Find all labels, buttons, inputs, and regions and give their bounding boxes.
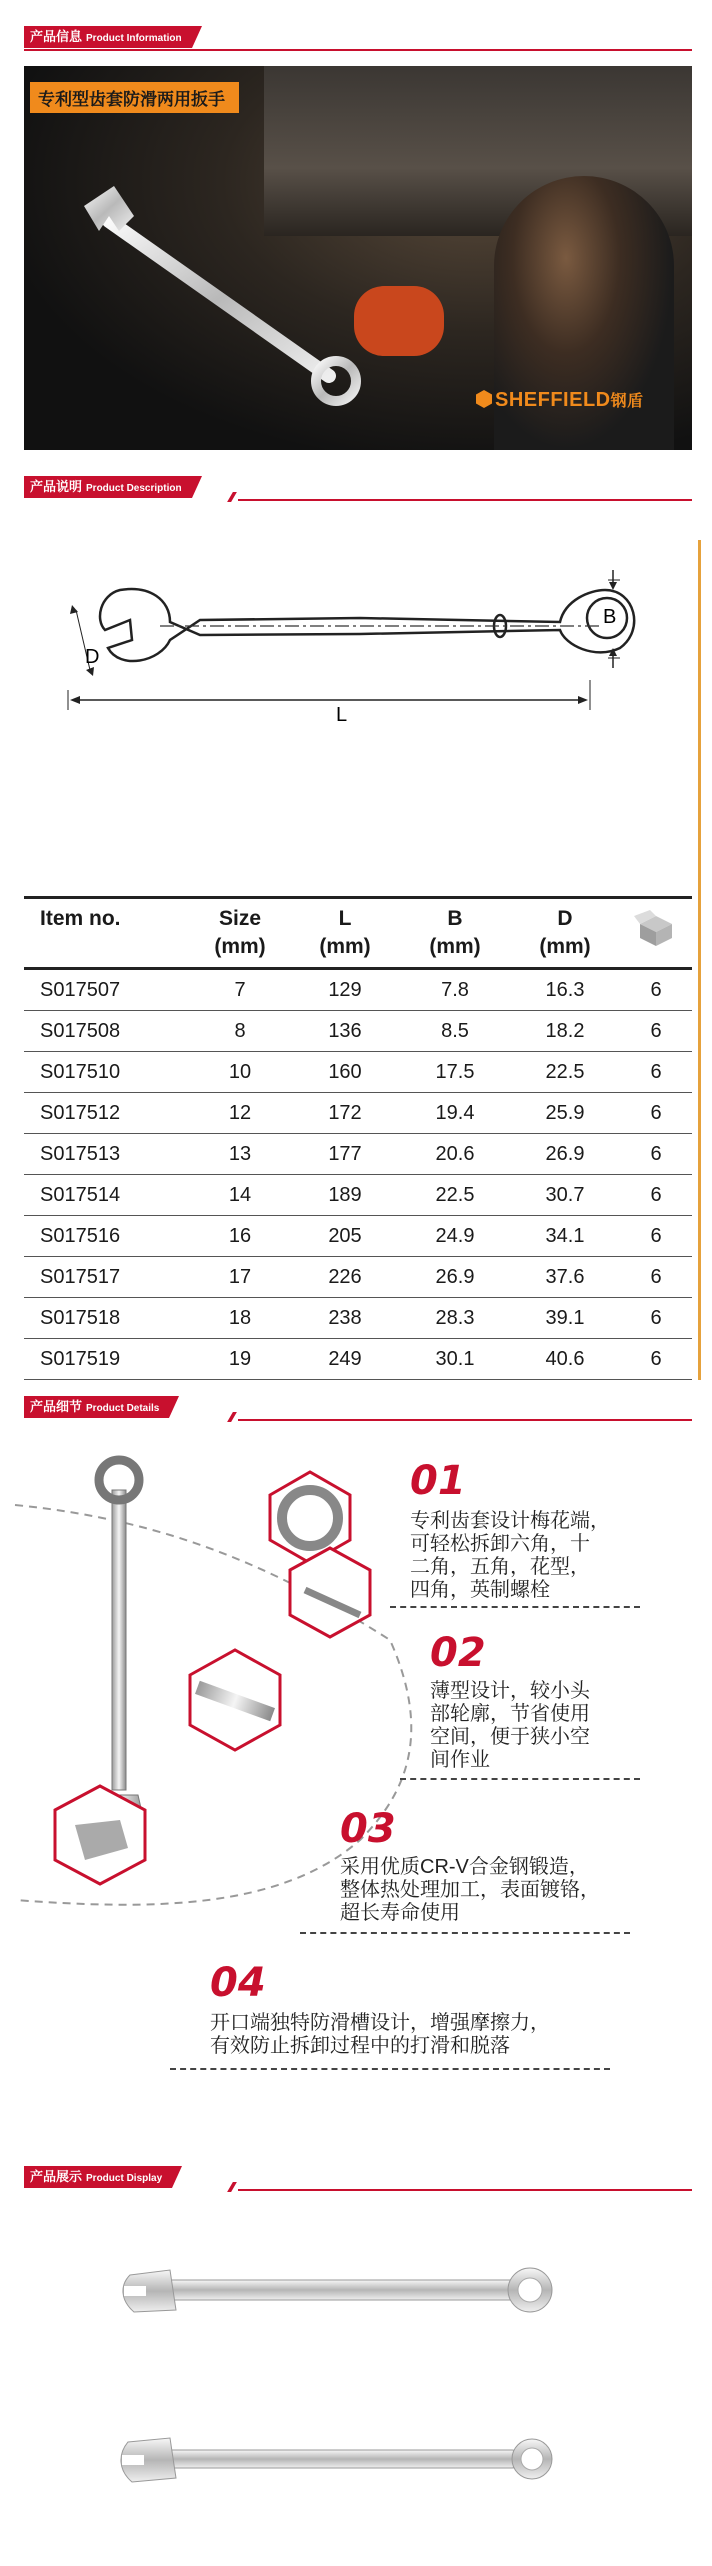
detail-line: 超长寿命使用 xyxy=(340,1902,460,1924)
table-cell: S017517 xyxy=(24,1257,190,1298)
table-cell: S017512 xyxy=(24,1093,190,1134)
table-header-row xyxy=(24,898,692,969)
detail-line: 四角，英制螺栓 xyxy=(410,1579,550,1601)
table-row xyxy=(24,1298,692,1339)
detail-number: 01 xyxy=(410,1458,466,1504)
table-cell: 40.6 xyxy=(510,1339,620,1380)
table-cell: S017514 xyxy=(24,1175,190,1216)
table-cell: 8 xyxy=(190,1011,290,1052)
col-header-item: Item no. xyxy=(24,898,190,969)
brand-shield-icon xyxy=(476,390,492,408)
table-cell: 7 xyxy=(190,969,290,1011)
detail-line: 二角，五角，花型， xyxy=(410,1556,590,1578)
table-cell: 6 xyxy=(620,1134,692,1175)
table-cell: 14 xyxy=(190,1175,290,1216)
table-row xyxy=(24,969,692,1011)
section-tag: 产品展示 Product Display xyxy=(24,2166,172,2188)
detail-description xyxy=(210,2012,550,2058)
table-cell: 16.3 xyxy=(510,969,620,1011)
table-cell: 17.5 xyxy=(400,1052,510,1093)
detail-line: 部轮廓，节省使用 xyxy=(430,1703,590,1725)
table-cell: 6 xyxy=(620,1257,692,1298)
table-cell: S017510 xyxy=(24,1052,190,1093)
detail-number: 03 xyxy=(340,1806,396,1852)
detail-line: 空间，便于狭小空 xyxy=(430,1726,590,1748)
table-row xyxy=(24,1175,692,1216)
side-rule xyxy=(698,540,701,1380)
table-cell: 13 xyxy=(190,1134,290,1175)
table-row xyxy=(24,1093,692,1134)
table-cell: 6 xyxy=(620,1216,692,1257)
wrench-photo xyxy=(64,176,384,436)
table-cell: 6 xyxy=(620,1052,692,1093)
table-cell: 8.5 xyxy=(400,1011,510,1052)
diagram-label-b: B xyxy=(603,606,617,628)
detail-line: 采用优质CR-V合金钢锻造， xyxy=(340,1856,589,1878)
table-cell: 172 xyxy=(290,1093,400,1134)
product-display-photos xyxy=(110,2250,590,2530)
table-cell: 6 xyxy=(620,969,692,1011)
hero-banner xyxy=(24,66,692,450)
table-row xyxy=(24,1257,692,1298)
package-box-icon xyxy=(634,910,678,948)
table-row xyxy=(24,1052,692,1093)
col-header-l: L (mm) xyxy=(290,898,400,969)
table-cell: 12 xyxy=(190,1093,290,1134)
section-tag: 产品信息 Product Information xyxy=(24,26,192,48)
detail-divider xyxy=(300,1932,630,1934)
table-cell: 249 xyxy=(290,1339,400,1380)
table-cell: 16 xyxy=(190,1216,290,1257)
table-cell: 6 xyxy=(620,1011,692,1052)
section-header-details xyxy=(24,1396,692,1422)
table-cell: 18 xyxy=(190,1298,290,1339)
section-header-info xyxy=(24,26,692,52)
table-cell: 6 xyxy=(620,1093,692,1134)
table-cell: 22.5 xyxy=(510,1052,620,1093)
table-cell: 6 xyxy=(620,1298,692,1339)
section-tag: 产品说明 Product Description xyxy=(24,476,192,498)
brand-logo: SHEFFIELD钢盾 xyxy=(476,388,644,412)
table-cell: 34.1 xyxy=(510,1216,620,1257)
table-cell: 10 xyxy=(190,1052,290,1093)
table-cell: 6 xyxy=(620,1175,692,1216)
wrench-diagram xyxy=(60,550,660,750)
table-cell: 205 xyxy=(290,1216,400,1257)
hero-title: 专利型齿套防滑两用扳手 xyxy=(30,82,239,113)
table-cell: 17 xyxy=(190,1257,290,1298)
display-wrench-1 xyxy=(123,2268,552,2312)
table-cell: 19 xyxy=(190,1339,290,1380)
detail-divider xyxy=(400,1778,640,1780)
detail-number: 02 xyxy=(430,1630,486,1676)
detail-divider xyxy=(390,1606,640,1608)
table-cell: 26.9 xyxy=(400,1257,510,1298)
table-cell: 18.2 xyxy=(510,1011,620,1052)
detail-description xyxy=(340,1856,600,1925)
detail-line: 专利齿套设计梅花端， xyxy=(410,1510,610,1532)
diagram-label-d: D xyxy=(85,646,100,668)
table-cell: 25.9 xyxy=(510,1093,620,1134)
table-cell: 24.9 xyxy=(400,1216,510,1257)
table-cell: 136 xyxy=(290,1011,400,1052)
table-cell: 238 xyxy=(290,1298,400,1339)
detail-number: 04 xyxy=(210,1960,266,2006)
table-cell: S017518 xyxy=(24,1298,190,1339)
table-cell: 19.4 xyxy=(400,1093,510,1134)
table-cell: 20.6 xyxy=(400,1134,510,1175)
table-cell: 30.7 xyxy=(510,1175,620,1216)
display-wrench-2 xyxy=(121,2438,552,2482)
table-cell: 129 xyxy=(290,969,400,1011)
section-header-description xyxy=(24,476,692,502)
table-cell: 189 xyxy=(290,1175,400,1216)
table-cell: 7.8 xyxy=(400,969,510,1011)
detail-line: 开口端独特防滑槽设计，增强摩擦力， xyxy=(210,2012,550,2034)
detail-line: 有效防止拆卸过程中的打滑和脱落 xyxy=(210,2035,510,2057)
detail-line: 间作业 xyxy=(430,1749,490,1771)
table-cell: S017513 xyxy=(24,1134,190,1175)
table-row xyxy=(24,1339,692,1380)
col-header-b: B (mm) xyxy=(400,898,510,969)
table-cell: 37.6 xyxy=(510,1257,620,1298)
table-cell: S017508 xyxy=(24,1011,190,1052)
section-header-display xyxy=(24,2166,692,2192)
table-cell: S017516 xyxy=(24,1216,190,1257)
detail-description xyxy=(410,1510,610,1602)
col-header-pack xyxy=(620,898,692,969)
spec-table xyxy=(24,896,692,1380)
diagram-label-l: L xyxy=(336,704,348,726)
table-cell: 177 xyxy=(290,1134,400,1175)
table-row xyxy=(24,1011,692,1052)
table-cell: 26.9 xyxy=(510,1134,620,1175)
detail-line: 薄型设计，较小头 xyxy=(430,1680,590,1702)
table-cell: 22.5 xyxy=(400,1175,510,1216)
table-row xyxy=(24,1216,692,1257)
table-cell: S017507 xyxy=(24,969,190,1011)
detail-divider xyxy=(170,2068,610,2070)
table-cell: 39.1 xyxy=(510,1298,620,1339)
detail-line: 整体热处理加工，表面镀铬， xyxy=(340,1879,600,1901)
col-header-size: Size (mm) xyxy=(190,898,290,969)
table-cell: S017519 xyxy=(24,1339,190,1380)
table-cell: 28.3 xyxy=(400,1298,510,1339)
table-cell: 160 xyxy=(290,1052,400,1093)
detail-line: 可轻松拆卸六角，十 xyxy=(410,1533,590,1555)
table-cell: 226 xyxy=(290,1257,400,1298)
col-header-d: D (mm) xyxy=(510,898,620,969)
table-row xyxy=(24,1134,692,1175)
table-cell: 6 xyxy=(620,1339,692,1380)
section-tag: 产品细节 Product Details xyxy=(24,1396,169,1418)
detail-description xyxy=(430,1680,590,1772)
table-cell: 30.1 xyxy=(400,1339,510,1380)
